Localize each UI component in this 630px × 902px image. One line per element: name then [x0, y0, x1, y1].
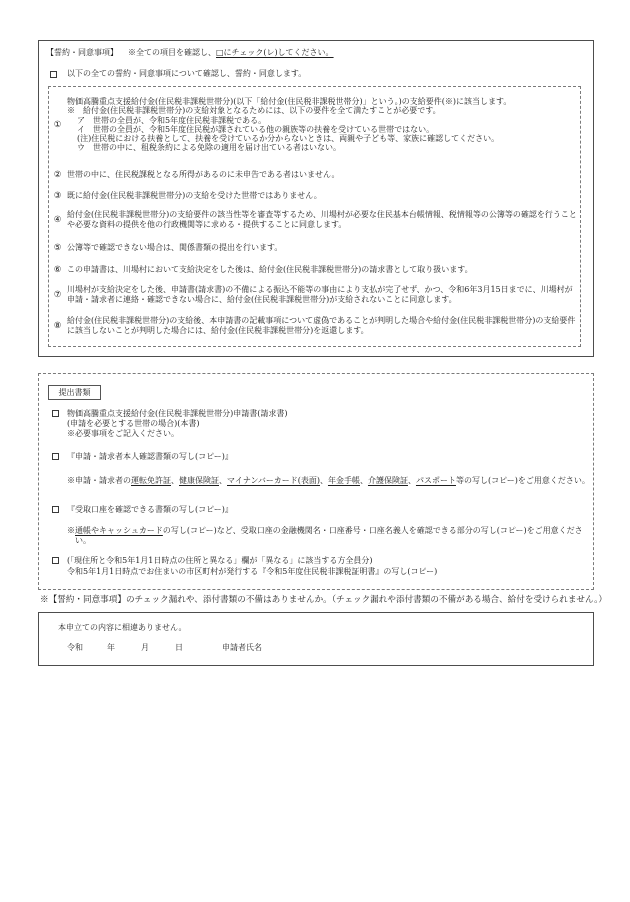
note-emphasis: パスポート: [415, 476, 456, 485]
document-application-name: 物価高騰重点支援給付金(住民税非課税世帯分)申請書(請求書): [67, 409, 288, 418]
document-application: [67, 409, 589, 439]
consent-item-6: [51, 265, 577, 275]
eligibility-statement: 物価高騰重点支援給付金(住民税非課税世帯分)(以下「給付金(住民税非課税世帯分)」という。)の支給要件(※)に該当します。: [67, 97, 512, 106]
date-month-field[interactable]: [119, 642, 139, 654]
item-text: [67, 97, 577, 153]
note-text: 、: [171, 476, 179, 485]
document-tax-certificate-condition: (「現住所と令和5年1月1日時点の住所と異なる」欄が「異なる」に該当する方全員分): [67, 556, 373, 565]
note-emphasis: 年金手帳: [327, 476, 360, 485]
date-era: 令和: [67, 643, 83, 652]
consent-section: [38, 40, 594, 357]
note-text: 、: [319, 476, 328, 485]
applicant-name-field[interactable]: [269, 642, 569, 654]
declaration-section: [38, 612, 594, 666]
item-text: 給付金(住民税非課税世帯分)の支給要件の該当性等を審査等するため、川場村が必要な住民基本台帳情報、税情報等の公簿等の確認を行うことや必要な資料の提供を他の行政機関等に求める・提供することに同意します。: [67, 210, 577, 229]
consent-item-1: [51, 97, 577, 153]
requirement-note: (注)住民税における扶養として、扶養を受けているか分からないときは、両親や子ども等、家族に確認してください。: [77, 134, 500, 144]
consent-instruction: ※全ての項目を確認し、: [128, 48, 216, 57]
declaration-statement: 本申立ての内容に相違ありません。: [58, 623, 187, 632]
note-emphasis: 健康保険証: [179, 476, 219, 485]
document-bank-account-note: [67, 526, 590, 545]
item-number: ①: [53, 119, 62, 130]
date-year-field[interactable]: [85, 642, 105, 654]
date-month-label: 月: [141, 643, 149, 652]
item-text: 世帯の中に、住民税課税となる所得があるのに未申告である者はいません。: [67, 170, 340, 179]
item-number: ④: [53, 215, 62, 225]
requirement-i: イ 世帯の全員が、令和5年度住民税が課されている他の親族等の扶養を受けている世帯ではない。: [77, 124, 435, 134]
note-text: 、: [407, 476, 416, 485]
date-year-label: 年: [107, 643, 115, 652]
note-emphasis: 介護保険証: [367, 476, 408, 485]
consent-header: [46, 48, 334, 58]
item-number: ⑦: [53, 290, 62, 300]
document-tax-certificate: [67, 556, 589, 577]
agree-all-checkbox[interactable]: [50, 71, 57, 78]
document-checkbox-bank-account[interactable]: [52, 506, 59, 513]
item-text: 川場村が支給決定をした後、申請書(請求書)の不備による振込不能等の事由により支払が完了せず、かつ、令和6年3月15日までに、川場村が申請・請求者に連絡・確認できない場合に、給付金(住民税非課税世帯分)が支給されないことに同意します。: [67, 285, 573, 304]
document-bank-account-title: 『受取口座を確認できる書類の写し(コピー)』: [67, 505, 233, 514]
item-number: ②: [53, 170, 62, 180]
item-number: ⑥: [53, 265, 62, 275]
document-checkbox-application[interactable]: [52, 410, 59, 417]
document-identity-note: [67, 476, 590, 486]
applicant-name-label: 申請者氏名: [222, 643, 262, 652]
note-text: ※: [67, 526, 75, 535]
item-number: ③: [53, 191, 62, 201]
document-application-condition: (申請を必要とする世帯の場合)(本書): [67, 419, 200, 428]
eligibility-note: ※ 給付金(住民税非課税世帯分)の支給対象となるためには、以下の要件を全て満たすことが必要です。: [67, 106, 441, 116]
document-checkbox-tax-certificate[interactable]: [52, 557, 59, 564]
note-text: 、: [219, 476, 227, 485]
date-day-field[interactable]: [153, 642, 173, 654]
document-identity-title: 『申請・請求者本人確認書類の写し(コピー)』: [67, 452, 233, 461]
date-day-label: 日: [175, 643, 183, 652]
consent-item-5: [51, 243, 577, 253]
item-text: 給付金(住民税非課税世帯分)の支給後、本申請書の記載事項について虚偽であることが判明した場合や給付金(住民税非課税世帯分)の支給要件に該当しないことが判明した場合には、給付金(住民税非課税世帯分)を返還します。: [67, 316, 576, 335]
submission-notice: ※【誓約・同意事項】のチェック漏れや、添付書類の不備はありませんか。（チェック漏れや添付書類の不備がある場合、給付を受けられません。）: [40, 595, 608, 605]
note-text: 、: [359, 476, 368, 485]
document-tax-certificate-name: 令和5年1月1日時点でお住まいの市区町村が発行する『令和5年度住民税非課税証明書』の写し(コピー): [67, 566, 438, 576]
documents-title: 提出書類: [48, 385, 101, 400]
consent-item-4: [51, 210, 577, 230]
item-number: ⑧: [53, 321, 62, 331]
consent-item-7: [51, 285, 577, 305]
consent-instruction-emphasis: □にチェック(レ)してください。: [216, 48, 334, 57]
consent-item-3: [51, 191, 577, 201]
note-emphasis: 通帳やキャッシュカード: [75, 526, 163, 535]
consent-title: 【誓約・同意事項】: [46, 48, 118, 57]
document-application-note: ※必要事項をご記入ください。: [67, 429, 179, 438]
item-text: この申請書は、川場村において支給決定をした後は、給付金(住民税非課税世帯分)の請求書として取り扱います。: [67, 265, 473, 274]
agree-all-label: 以下の全ての誓約・同意事項について確認し、誓約・同意します。: [67, 69, 307, 78]
item-number: ⑤: [53, 243, 62, 253]
consent-items-box: [48, 86, 581, 347]
requirement-a: ア 世帯の全員が、令和5年度住民税非課税である。: [77, 115, 267, 125]
documents-section: [38, 373, 594, 590]
requirement-u: ウ 世帯の中に、租税条約による免除の適用を届け出ている者はいない。: [77, 143, 341, 153]
note-text: の写し(コピー)など、受取口座の金融機関名・口座番号・口座名義人を確認できる部分の写し(コピー)をご用意ください。: [75, 526, 583, 545]
consent-item-2: [51, 170, 577, 180]
note-text: ※申請・請求者の: [67, 476, 131, 485]
note-emphasis: マイナンバーカード(表面): [227, 476, 320, 485]
item-text: 既に給付金(住民税非課税世帯分)の支給を受けた世帯ではありません。: [67, 191, 322, 200]
consent-item-8: [51, 316, 577, 336]
item-text: 公簿等で確認できない場合は、関係書類の提出を行います。: [67, 243, 283, 252]
note-text: 等の写し(コピー)をご用意ください。: [455, 476, 590, 485]
document-checkbox-identity[interactable]: [52, 453, 59, 460]
note-emphasis: 運転免許証: [131, 476, 171, 485]
